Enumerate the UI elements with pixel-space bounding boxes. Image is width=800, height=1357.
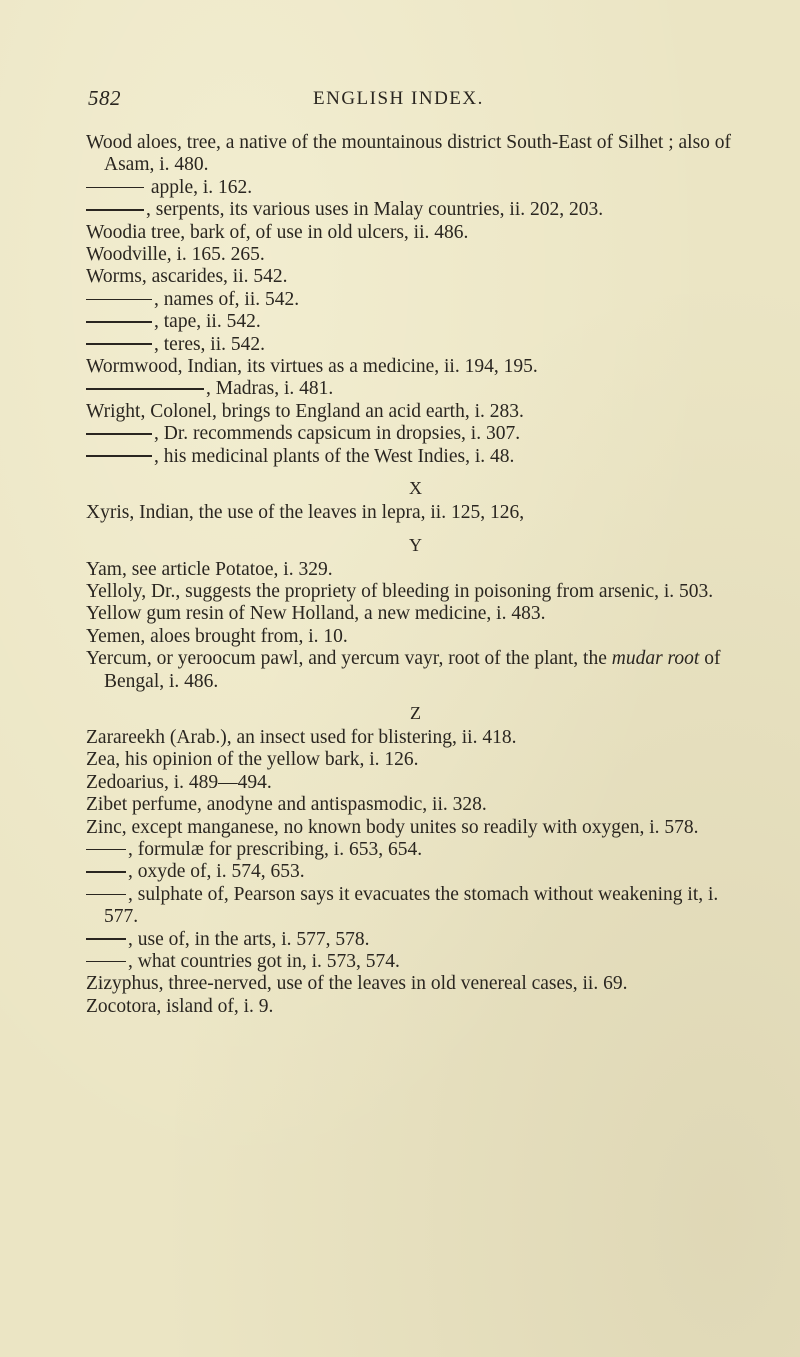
index-entry: Xyris, Indian, the use of the leaves in lepra, ii. 125, 126, bbox=[86, 502, 525, 524]
running-title: ENGLISH INDEX. bbox=[313, 88, 484, 109]
ditto-dash bbox=[86, 388, 204, 390]
italic-term: mudar root bbox=[611, 648, 700, 670]
ditto-dash bbox=[86, 187, 144, 189]
section-letter-y: Y bbox=[409, 534, 423, 555]
ditto-dash bbox=[86, 433, 152, 435]
ditto-dash bbox=[86, 321, 152, 323]
index-subentry: , Madras, i. 481. bbox=[86, 378, 746, 400]
index-entry: Zea, his opinion of the yellow bark, i. 126. bbox=[86, 749, 419, 771]
index-subentry: , formulæ for prescribing, i. 653, 654. bbox=[86, 839, 746, 861]
page-number: 582 bbox=[88, 86, 121, 110]
index-entry: Woodia tree, bark of, of use in old ulcers, ii. 486. bbox=[86, 221, 469, 243]
index-entry: Wormwood, Indian, its virtues as a medicine, ii. 194, 195. bbox=[86, 356, 538, 378]
ditto-dash bbox=[86, 849, 126, 851]
index-entry: Worms, ascarides, ii. 542. bbox=[86, 266, 288, 288]
index-entry: Zarareekh (Arab.), an insect used for blistering, ii. 418. bbox=[86, 726, 517, 748]
ditto-dash bbox=[86, 209, 144, 211]
index-subentry: apple, i. 162. bbox=[86, 177, 746, 199]
ditto-dash bbox=[86, 938, 126, 940]
index-subentry: , sulphate of, Pearson says it evacuates the stomach without weakening it, i. 577. bbox=[86, 884, 746, 929]
index-subentry: , oxyde of, i. 574, 653. bbox=[86, 861, 746, 883]
index-entry: Zocotora, island of, i. 9. bbox=[86, 995, 274, 1017]
index-entry: Wood aloes, tree, a native of the mountainous district South-East of Silhet ; also of Asam, i. 480. bbox=[86, 132, 732, 176]
index-entry: Yercum, or yeroocum pawl, and yercum vayr, root of the plant, the mudar root of Bengal, i. 486. bbox=[86, 648, 721, 692]
ditto-dash bbox=[86, 455, 152, 457]
ditto-dash bbox=[86, 894, 126, 896]
index-subentry: , names of, ii. 542. bbox=[86, 289, 746, 311]
ditto-dash bbox=[86, 871, 126, 873]
index-subentry: , use of, in the arts, i. 577, 578. bbox=[86, 929, 746, 951]
index-entry: Yelloly, Dr., suggests the propriety of bleeding in poisoning from arsenic, i. 503. bbox=[86, 580, 714, 602]
index-entry: Woodville, i. 165. 265. bbox=[86, 244, 265, 266]
index-entry: Zizyphus, three-nerved, use of the leaves in old venereal cases, ii. 69. bbox=[86, 973, 628, 995]
section-letter-x: X bbox=[409, 478, 423, 499]
index-subentry: , teres, ii. 542. bbox=[86, 334, 746, 356]
index-entry: Yellow gum resin of New Holland, a new medicine, i. 483. bbox=[86, 603, 546, 625]
index-entry: Zedoarius, i. 489—494. bbox=[86, 771, 272, 793]
index-entry: Zinc, except manganese, no known body unites so readily with oxygen, i. 578. bbox=[86, 816, 699, 838]
ditto-dash bbox=[86, 299, 152, 301]
index-subentry: , Dr. recommends capsicum in dropsies, i. 307. bbox=[86, 423, 746, 445]
index-entry: Yemen, aloes brought from, i. 10. bbox=[86, 625, 348, 647]
index-subentry: , his medicinal plants of the West Indies, i. 48. bbox=[86, 446, 746, 468]
section-letter-z: Z bbox=[410, 702, 422, 723]
ditto-dash bbox=[86, 961, 126, 963]
index-subentry: , what countries got in, i. 573, 574. bbox=[86, 951, 746, 973]
index-subentry: , tape, ii. 542. bbox=[86, 311, 746, 333]
page-header bbox=[88, 86, 728, 116]
ditto-dash bbox=[86, 343, 152, 345]
index-entry: Wright, Colonel, brings to England an acid earth, i. 283. bbox=[86, 400, 524, 422]
index-entry: Zibet perfume, anodyne and antispasmodic, ii. 328. bbox=[86, 794, 487, 816]
index-entry: Yam, see article Potatoe, i. 329. bbox=[86, 558, 333, 580]
index-entries bbox=[86, 132, 746, 1018]
index-subentry: , serpents, its various uses in Malay countries, ii. 202, 203. bbox=[86, 199, 746, 221]
